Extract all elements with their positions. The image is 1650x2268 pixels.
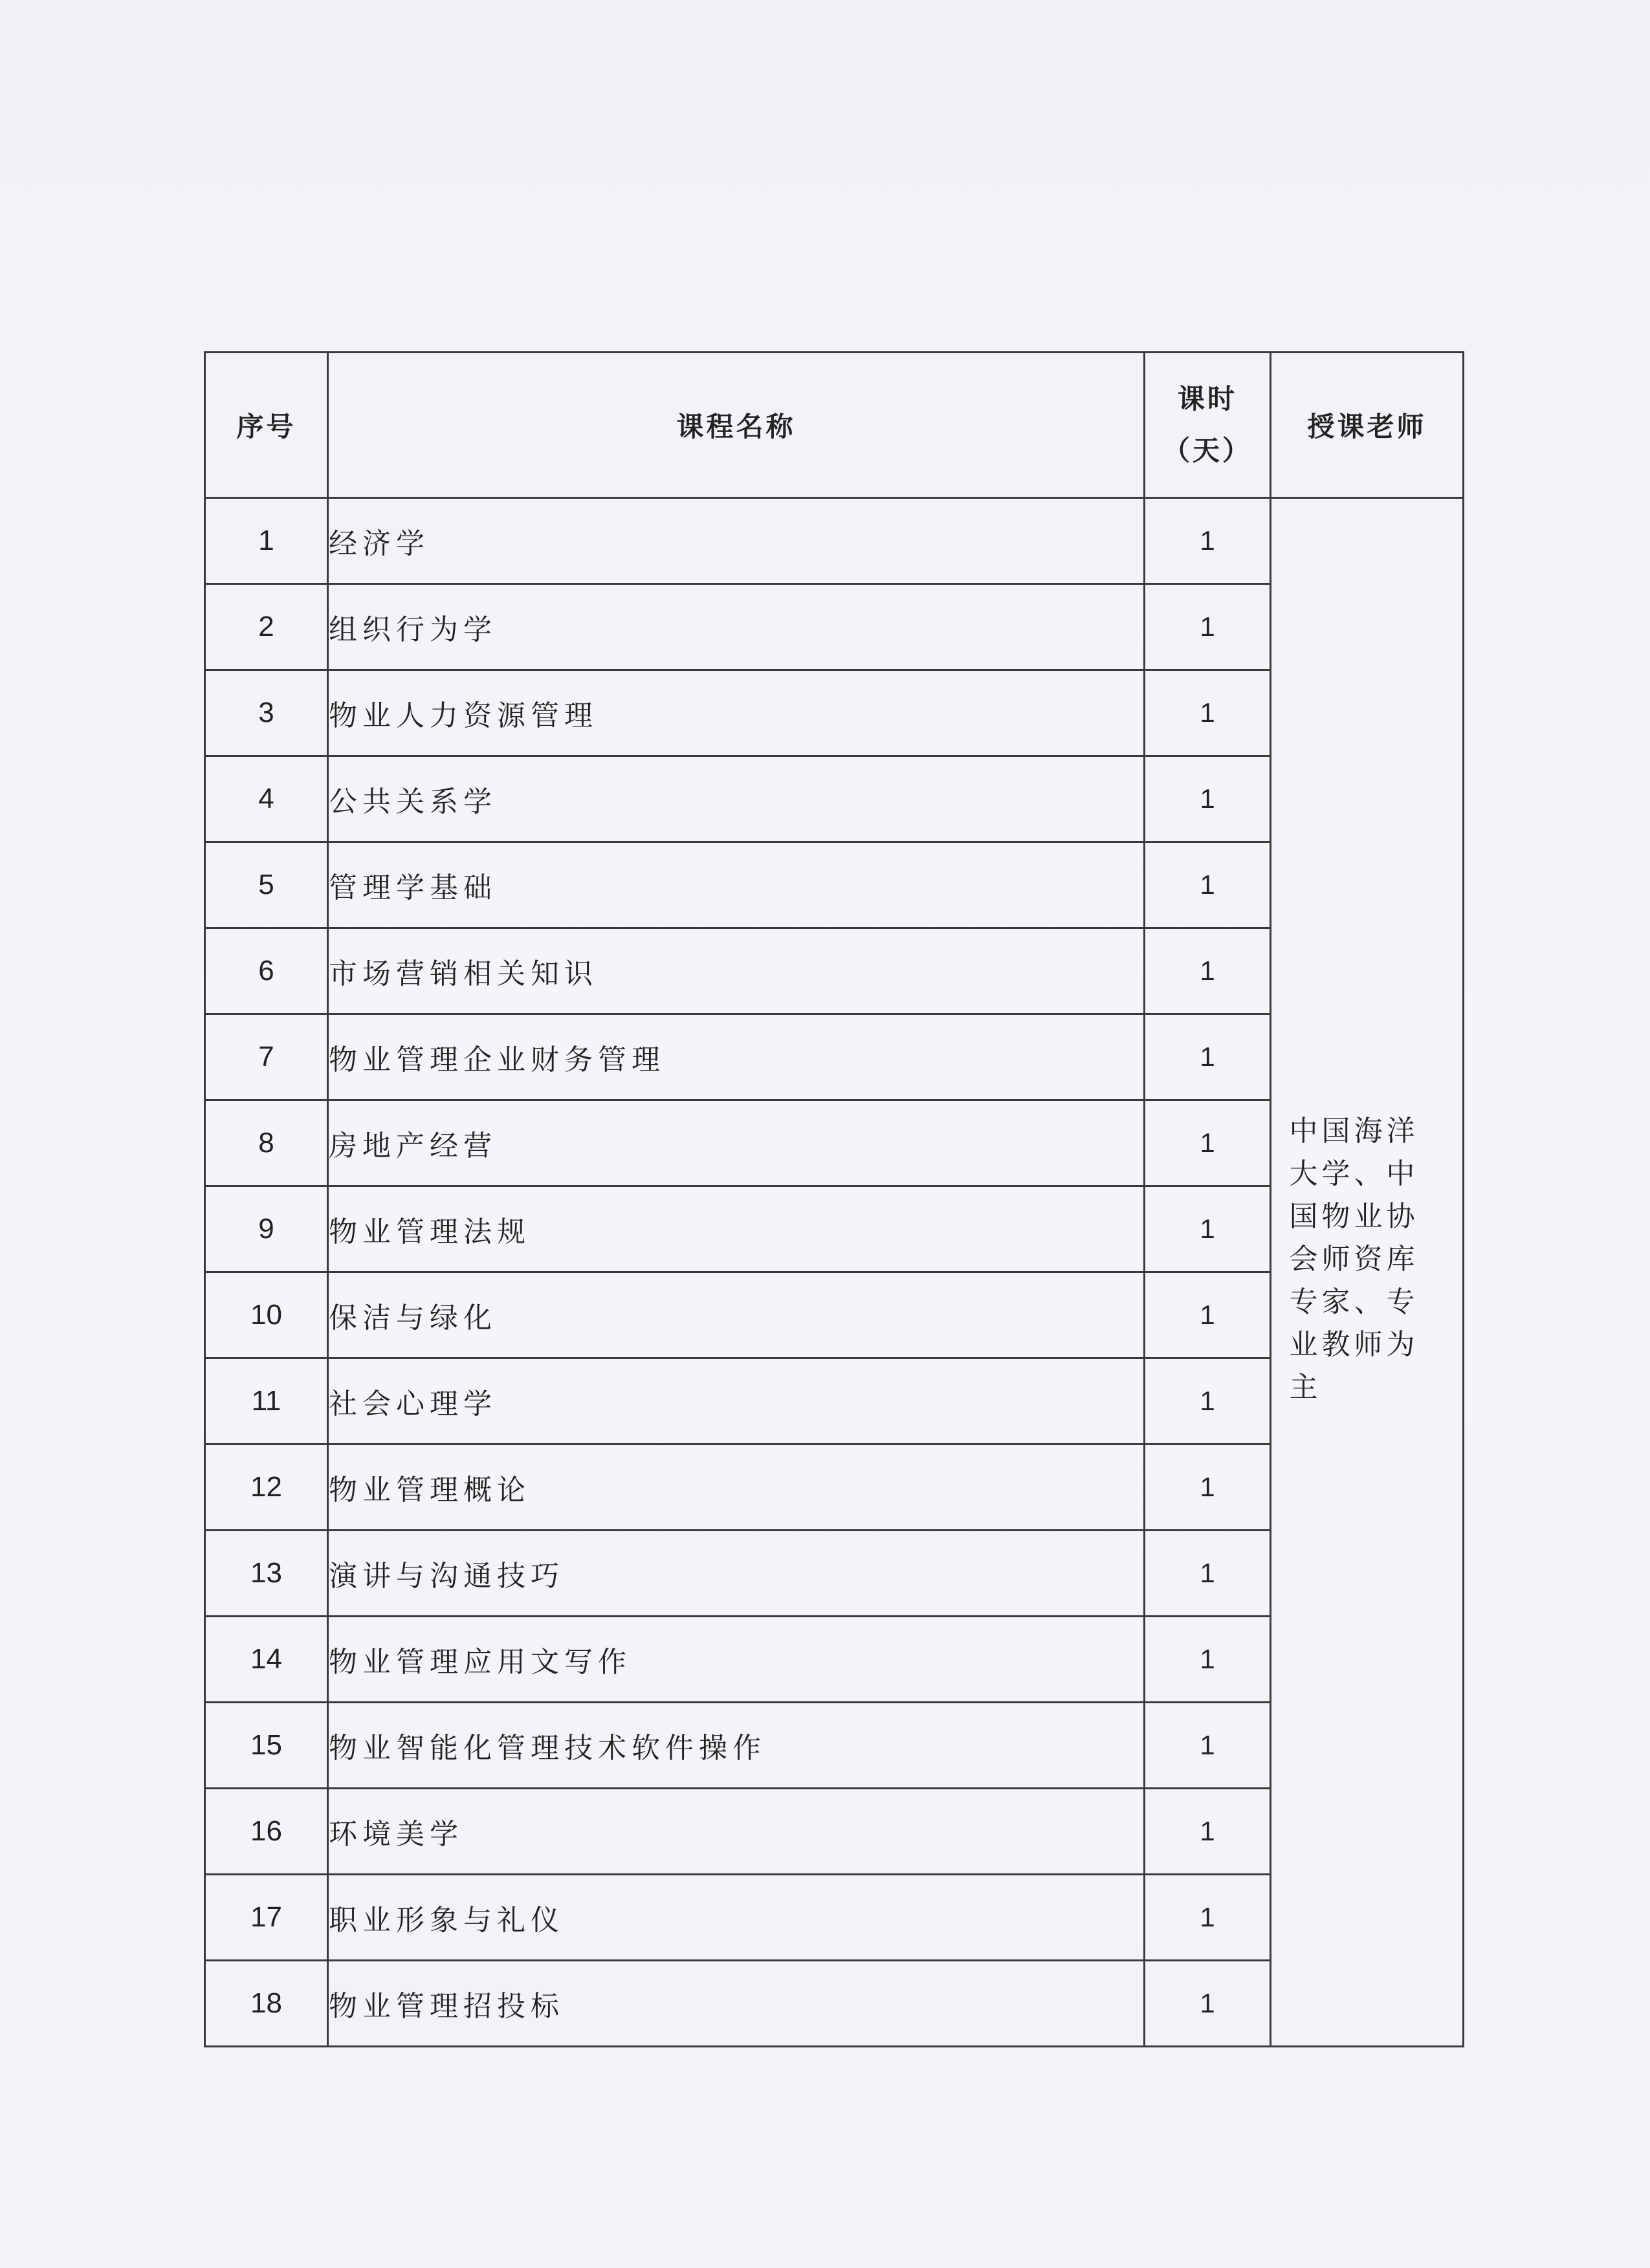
row-seq: 7 xyxy=(205,1014,328,1100)
header-course: 课程名称 xyxy=(328,353,1145,498)
header-hours-line1: 课时 xyxy=(1177,383,1237,415)
row-hours: 1 xyxy=(1145,498,1271,584)
row-seq: 9 xyxy=(205,1186,328,1272)
row-course-name: 市场营销相关知识 xyxy=(328,928,1145,1014)
row-seq: 17 xyxy=(205,1875,328,1961)
row-seq: 12 xyxy=(205,1445,328,1531)
row-hours: 1 xyxy=(1145,670,1271,756)
row-seq: 1 xyxy=(205,498,328,584)
row-seq: 2 xyxy=(205,584,328,670)
header-seq: 序号 xyxy=(205,353,328,498)
row-seq: 4 xyxy=(205,756,328,842)
row-course-name: 公共关系学 xyxy=(328,756,1145,842)
row-seq: 15 xyxy=(205,1703,328,1789)
row-seq: 18 xyxy=(205,1961,328,2047)
row-course-name: 物业管理应用文写作 xyxy=(328,1617,1145,1703)
table-row xyxy=(205,498,1464,584)
row-hours: 1 xyxy=(1145,1703,1271,1789)
row-course-name: 经济学 xyxy=(328,498,1145,584)
row-course-name: 管理学基础 xyxy=(328,842,1145,928)
row-seq: 10 xyxy=(205,1272,328,1358)
row-seq: 8 xyxy=(205,1100,328,1186)
header-hours xyxy=(1145,353,1271,498)
row-hours: 1 xyxy=(1145,1445,1271,1531)
row-course-name: 组织行为学 xyxy=(328,584,1145,670)
row-course-name: 物业人力资源管理 xyxy=(328,670,1145,756)
row-hours: 1 xyxy=(1145,842,1271,928)
row-course-name: 环境美学 xyxy=(328,1789,1145,1875)
row-seq: 13 xyxy=(205,1531,328,1617)
header-row xyxy=(205,353,1464,498)
row-hours: 1 xyxy=(1145,1531,1271,1617)
course-table xyxy=(204,351,1464,2047)
row-seq: 6 xyxy=(205,928,328,1014)
row-hours: 1 xyxy=(1145,1875,1271,1961)
header-hours-line2: （天） xyxy=(1162,435,1252,466)
row-course-name: 保洁与绿化 xyxy=(328,1272,1145,1358)
row-course-name: 演讲与沟通技巧 xyxy=(328,1531,1145,1617)
row-course-name: 房地产经营 xyxy=(328,1100,1145,1186)
header-teacher: 授课老师 xyxy=(1271,353,1464,498)
row-hours: 1 xyxy=(1145,1358,1271,1445)
row-seq: 5 xyxy=(205,842,328,928)
row-course-name: 职业形象与礼仪 xyxy=(328,1875,1145,1961)
teacher-cell xyxy=(1271,498,1464,2047)
row-hours: 1 xyxy=(1145,756,1271,842)
row-hours: 1 xyxy=(1145,1961,1271,2047)
row-seq: 14 xyxy=(205,1617,328,1703)
row-seq: 16 xyxy=(205,1789,328,1875)
row-seq: 11 xyxy=(205,1358,328,1445)
row-course-name: 物业管理企业财务管理 xyxy=(328,1014,1145,1100)
row-course-name: 物业智能化管理技术软件操作 xyxy=(328,1703,1145,1789)
row-hours: 1 xyxy=(1145,1272,1271,1358)
row-hours: 1 xyxy=(1145,584,1271,670)
row-hours: 1 xyxy=(1145,1014,1271,1100)
row-course-name: 物业管理概论 xyxy=(328,1445,1145,1531)
row-course-name: 物业管理法规 xyxy=(328,1186,1145,1272)
teacher-text: 中国海洋大学、中国物业协会师资库专家、专业教师为主 xyxy=(1289,1114,1419,1404)
row-course-name: 物业管理招投标 xyxy=(328,1961,1145,2047)
row-seq: 3 xyxy=(205,670,328,756)
row-hours: 1 xyxy=(1145,1789,1271,1875)
row-hours: 1 xyxy=(1145,1100,1271,1186)
row-hours: 1 xyxy=(1145,1617,1271,1703)
row-hours: 1 xyxy=(1145,1186,1271,1272)
row-hours: 1 xyxy=(1145,928,1271,1014)
row-course-name: 社会心理学 xyxy=(328,1358,1145,1445)
